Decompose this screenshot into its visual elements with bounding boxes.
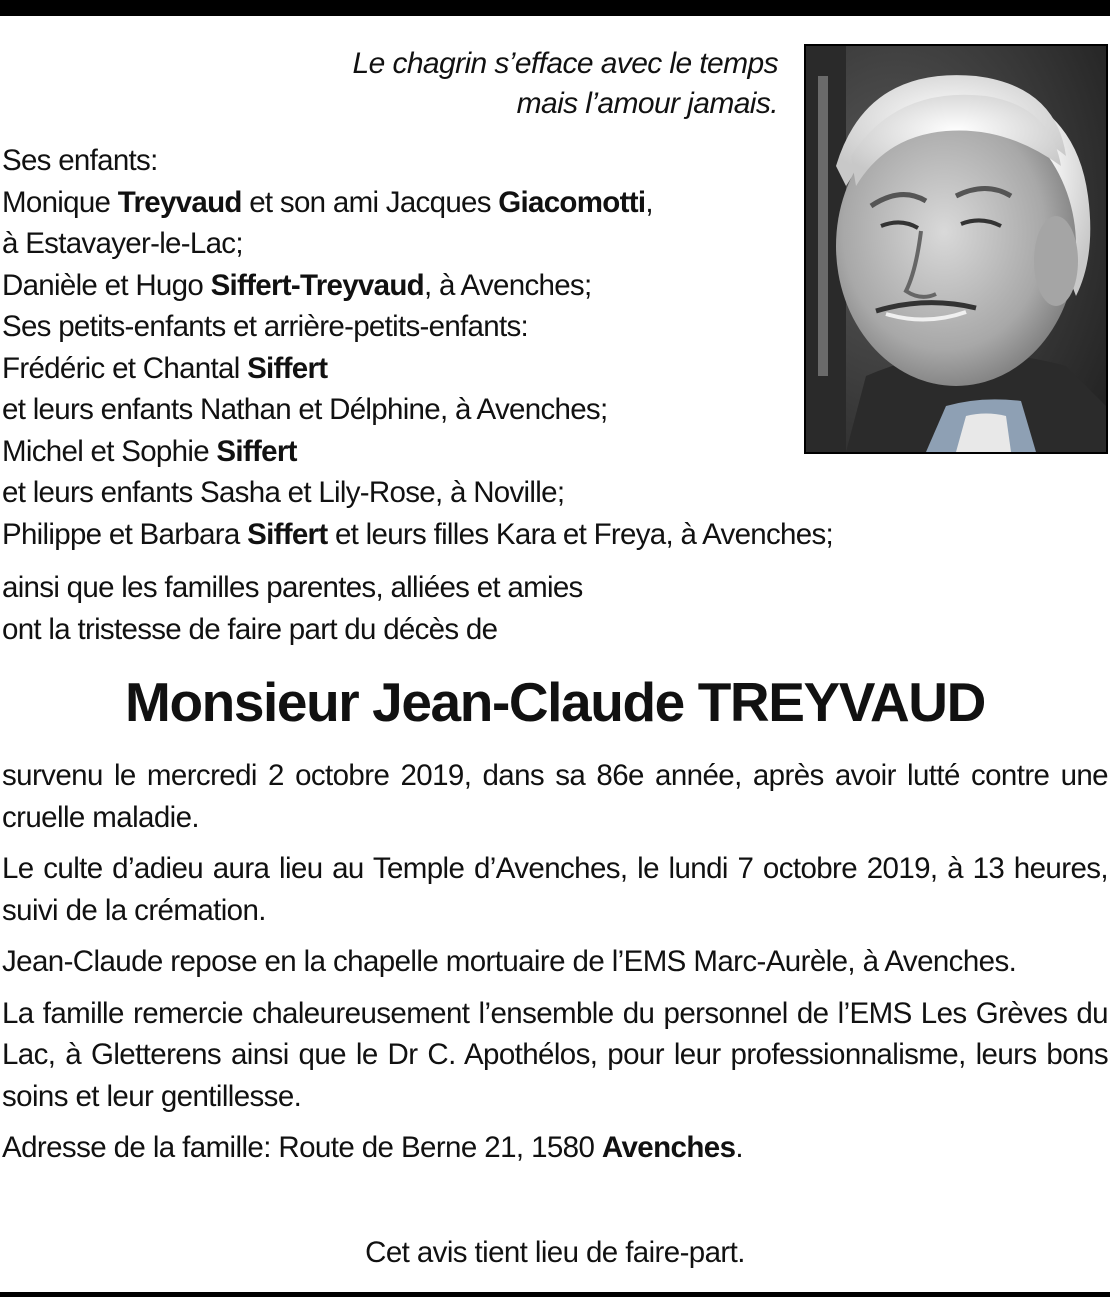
family-line-frederic xyxy=(2,348,1002,390)
family-line-philippe xyxy=(2,514,1002,556)
family-list xyxy=(2,140,1002,555)
text: Frédéric et Chantal xyxy=(2,351,248,385)
epigraph xyxy=(180,44,778,124)
funeral-service: Le culte d’adieu aura lieu au Temple d’Avenches, le lundi 7 octobre 2019, à 13 heures, suivi de la crémation. xyxy=(2,852,1108,927)
text: et leurs filles Kara et Freya, à Avenches; xyxy=(327,517,833,551)
death-details: survenu le mercredi 2 octobre 2019, dans sa 86e année, après avoir lutté contre une cruelle maladie. xyxy=(2,759,1108,834)
surname: Siffert xyxy=(216,434,297,468)
family-line-daniele xyxy=(2,265,1002,307)
family-line-nathan: et leurs enfants Nathan et Délphine, à Avenches; xyxy=(2,393,608,426)
text: Adresse de la famille: Route de Berne 21, 1580 xyxy=(2,1131,602,1164)
town: Avenches xyxy=(601,1131,736,1164)
resting-place: Jean-Claude repose en la chapelle mortuaire de l’EMS Marc-Aurèle, à Avenches. xyxy=(2,945,1017,978)
text: , xyxy=(645,185,653,219)
top-rule xyxy=(0,0,1110,16)
closing-note: Cet avis tient lieu de faire-part. xyxy=(365,1236,745,1269)
surname: Siffert xyxy=(247,351,328,385)
announcement-intro xyxy=(2,567,782,650)
acknowledgement: La famille remercie chaleureusement l’ensemble du personnel de l’EMS Les Grèves du Lac, à Gletterens ainsi que le Dr C. Apothélos, pour leur professionnalisme, leurs bons soins et leur gentillesse. xyxy=(2,996,1108,1113)
family-line-michel xyxy=(2,431,1002,473)
family-heading: Ses enfants: xyxy=(2,144,158,177)
text: Philippe et Barbara xyxy=(2,517,248,551)
text: Danièle et Hugo xyxy=(2,268,211,302)
family-address xyxy=(2,1127,1108,1169)
text: . xyxy=(735,1131,743,1164)
text: Monique xyxy=(2,185,118,219)
family-line-monique xyxy=(2,182,1002,224)
family-line-sasha: et leurs enfants Sasha et Lily-Rose, à Noville; xyxy=(2,476,565,509)
family-grandchildren-heading: Ses petits-enfants et arrière-petits-enfants: xyxy=(2,310,528,343)
intro-line-1: ainsi que les familles parentes, alliées et amies xyxy=(2,571,583,604)
epigraph-line-2: mais l’amour jamais. xyxy=(516,87,778,120)
text: Michel et Sophie xyxy=(2,434,217,468)
surname: Siffert-Treyvaud xyxy=(210,268,424,302)
epigraph-line-1: Le chagrin s’efface avec le temps xyxy=(352,47,778,80)
text: , à Avenches; xyxy=(423,268,592,302)
intro-line-2: ont la tristesse de faire part du décès de xyxy=(2,612,498,646)
surname: Giacomotti xyxy=(498,185,646,219)
surname: Treyvaud xyxy=(117,185,242,219)
surname: Siffert xyxy=(247,517,328,551)
family-line-estavayer: à Estavayer-le-Lac; xyxy=(2,227,243,260)
bottom-rule xyxy=(0,1292,1110,1297)
announcement-body xyxy=(2,755,1108,1179)
deceased-name: Monsieur Jean-Claude TREYVAUD xyxy=(125,671,985,733)
text: et son ami Jacques xyxy=(241,185,499,219)
